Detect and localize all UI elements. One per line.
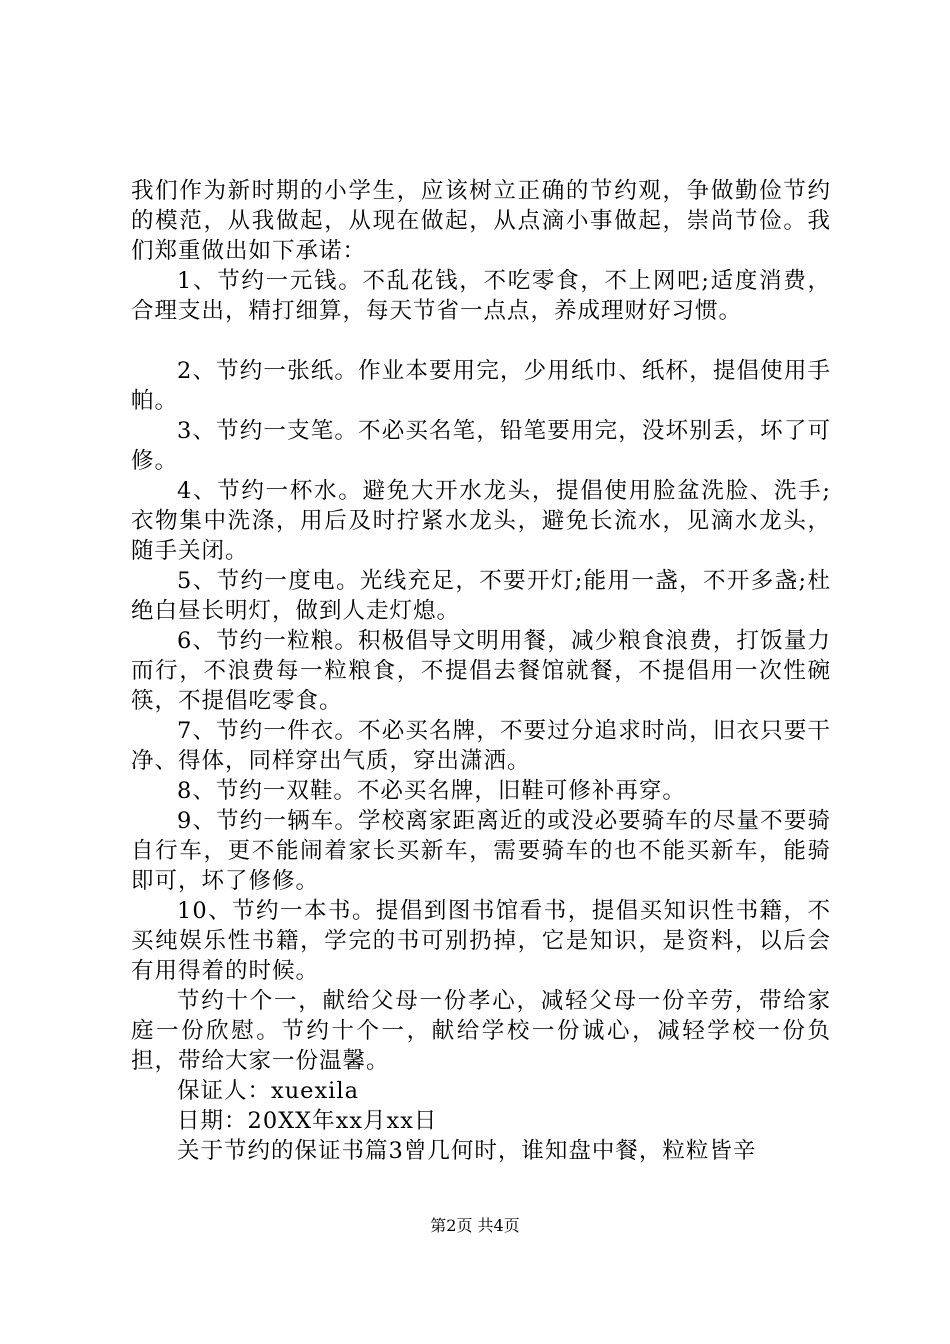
document-body: [131, 176, 831, 1166]
paragraph-item-9: 9、节约一辆车。学校离家距离近的或没必要骑车的尽量不要骑自行车，更不能闹着家长买新车，需要骑车的也不能买新车，能骑即可，坏了修修。: [131, 808, 831, 894]
paragraph-item-6: 6、节约一粒粮。积极倡导文明用餐，减少粮食浪费，打饭量力而行，不浪费每一粒粮食，不提倡去餐馆就餐，不提倡用一次性碗筷，不提倡吃零食。: [131, 628, 831, 714]
paragraph-item-10: 10、节约一本书。提倡到图书馆看书，提倡买知识性书籍，不买纯娱乐性书籍，学完的书可别扔掉，它是知识，是资料，以后会有用得着的时候。: [131, 898, 831, 984]
paragraph-item-2: 2、节约一张纸。作业本要用完，少用纸巾、纸杯，提倡使用手帕。: [131, 358, 831, 414]
page-footer: [0, 1216, 950, 1236]
guarantor-line: 保证人：xuexila: [177, 1078, 359, 1104]
paragraph-conclusion: 节约十个一，献给父母一份孝心，减轻父母一份辛劳，带给家庭一份欣慰。节约十个一，献给学校一份诚心，减轻学校一份负担，带给大家一份温馨。: [131, 988, 831, 1074]
paragraph-item-8: 8、节约一双鞋。不必买名牌，旧鞋可修补再穿。: [177, 778, 686, 804]
paragraph-item-7: 7、节约一件衣。不必买名牌，不要过分追求时尚，旧衣只要干净、得体，同样穿出气质，穿出潇洒。: [131, 718, 831, 774]
paragraph-item-5: 5、节约一度电。光线充足，不要开灯;能用一盏，不开多盏;杜绝白昼长明灯，做到人走灯熄。: [131, 568, 831, 624]
blank-line: [131, 326, 831, 356]
paragraph-item-1: 1、节约一元钱。不乱花钱，不吃零食，不上网吧;适度消费，合理支出，精打细算，每天节省一点点，养成理财好习惯。: [131, 268, 831, 324]
date-line: 日期：20XX年xx月xx日: [177, 1108, 438, 1134]
paragraph-item-3: 3、节约一支笔。不必买名笔，铅笔要用完，没坏别丢，坏了可修。: [131, 418, 831, 474]
page-number: 第2页 共4页: [430, 1216, 520, 1235]
paragraph-intro: 我们作为新时期的小学生，应该树立正确的节约观，争做勤俭节约的模范，从我做起，从现在做起，从点滴小事做起，崇尚节俭。我们郑重做出如下承诺：: [131, 178, 831, 264]
paragraph-item-4: 4、节约一杯水。避免大开水龙头，提倡使用脸盆洗脸、洗手;衣物集中洗涤，用后及时拧紧水龙头，避免长流水，见滴水龙头，随手关闭。: [131, 478, 831, 564]
paragraph-next-article: 关于节约的保证书篇3曾几何时，谁知盘中餐，粒粒皆辛: [177, 1138, 757, 1164]
